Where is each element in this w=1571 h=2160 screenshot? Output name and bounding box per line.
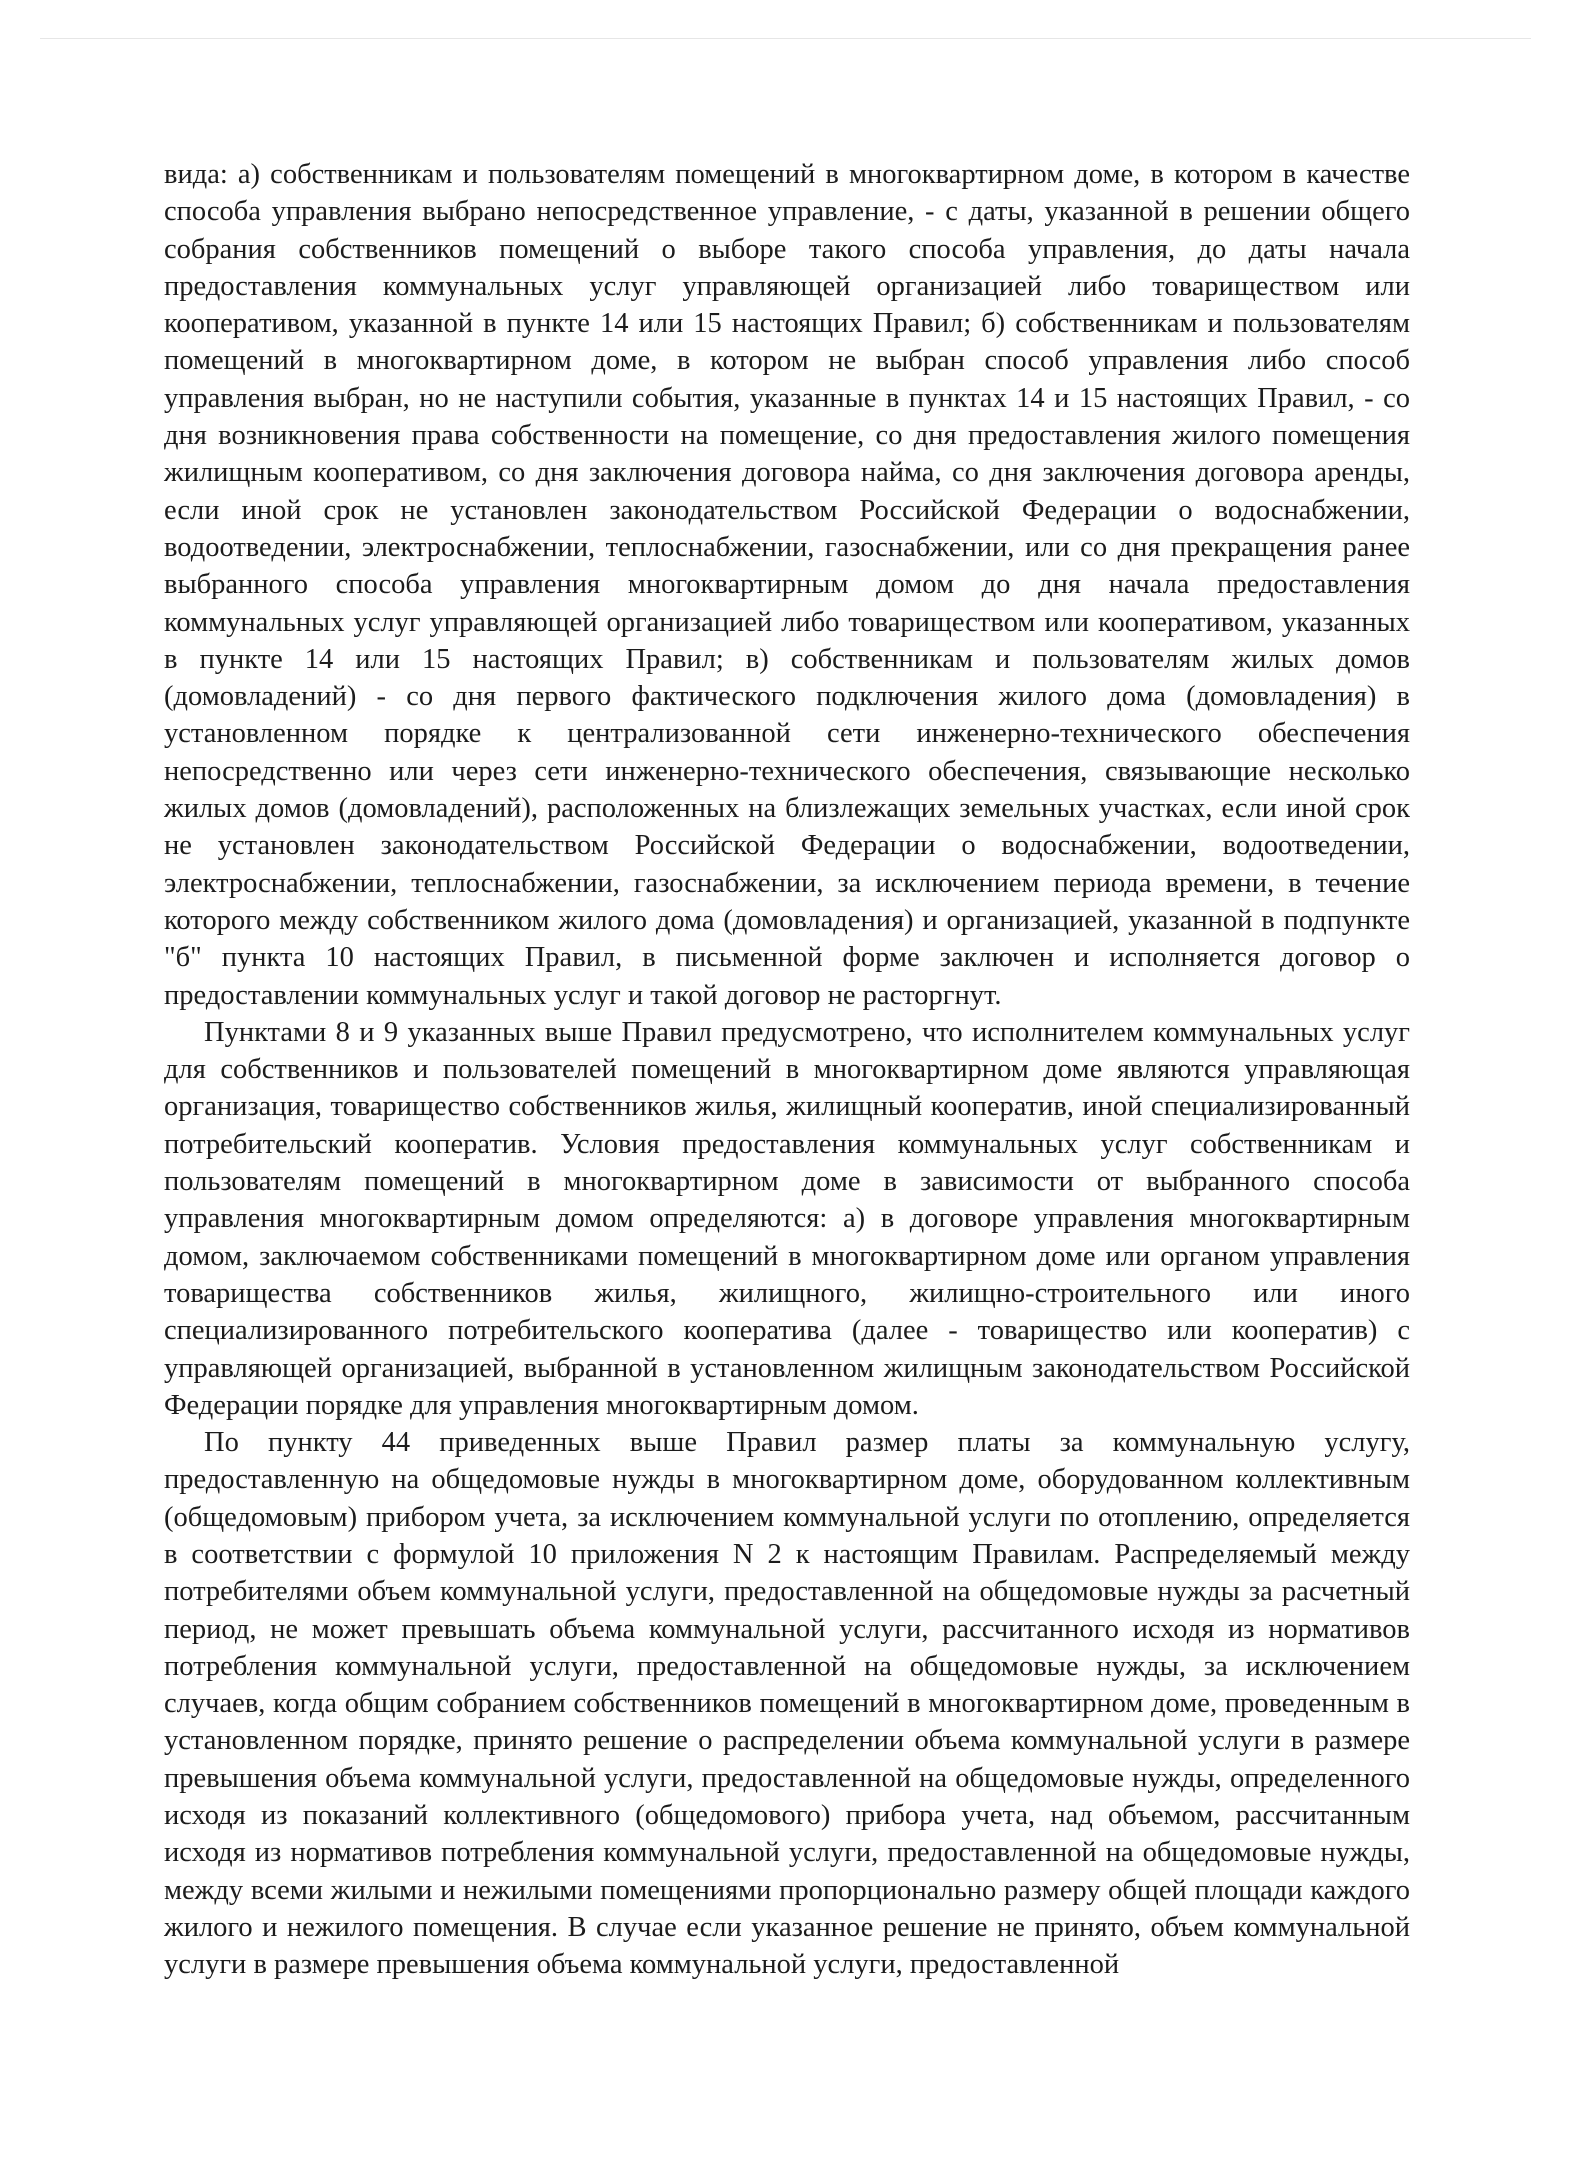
paragraph-continuation: вида: а) собственникам и пользователям помещений в многоквартирном доме, в котором в качестве способа управления выбрано непосредственное управление, - с даты, указанной в решении общего собрания собственников помещений о выборе такого способа управления, до даты начала предоставления коммунальных услуг управляющей организацией либо товариществом или кооперативом, указанной в пункте 14 или 15 настоящих Правил; б) собственникам и пользователям помещений в многоквартирном доме, в котором не выбран способ управления либо способ управления выбран, но не наступили события, указанные в пунктах 14 и 15 настоящих Правил, - со дня возникновения права собственности на помещение, со дня предоставления жилого помещения жилищным кооперативом, со дня заключения договора найма, со дня заключения договора аренды, если иной срок не установлен законодательством Российской Федерации о водоснабжении, водоотведении, электроснабжении, теплоснабжении, газоснабжении, или со дня прекращения ранее выбранного способа управления многоквартирным домом до дня начала предоставления коммунальных услуг управляющей организацией либо товариществом или кооперативом, указанных в пункте 14 или 15 настоящих Правил; в) собственникам и пользователям жилых домов (домовладений) - со дня первого фактического подключения жилого дома (домовладения) в установленном порядке к централизованной сети инженерно-технического обеспечения непосредственно или через сети инженерно-технического обеспечения, связывающие несколько жилых домов (домовладений), расположенных на близлежащих земельных участках, если иной срок не установлен законодательством Российской Федерации о водоснабжении, водоотведении, электроснабжении, теплоснабжении, газоснабжении, за исключением периода времени, в течение которого между собственником жилого дома (домовладения) и организацией, указанной в подпункте "б" пункта 10 настоящих Правил, в письменной форме заключен и исполняется договор о предоставлении коммунальных услуг и такой договор не расторгнут. xyxy=(164,159,1410,1011)
paragraph-points-8-9: Пунктами 8 и 9 указанных выше Правил предусмотрено, что исполнителем коммунальных услуг для собственников и пользователей помещений в многоквартирном доме являются управляющая организация, товарищество собственников жилья, жилищный кооператив, иной специализированный потребительский кооператив. Условия предоставления коммунальных услуг собственникам и пользователям помещений в многоквартирном доме в зависимости от выбранного способа управления многоквартирным домом определяются: а) в договоре управления многоквартирным домом, заключаемом собственниками помещений в многоквартирном доме или органом управления товарищества собственников жилья, жилищного, жилищно-строительного или иного специализированного потребительского кооператива (далее - товарищество или кооператив) с управляющей организацией, выбранной в установленном жилищным законодательством Российской Федерации порядке для управления многоквартирным домом. xyxy=(164,1016,1410,1421)
paragraph-point-44: По пункту 44 приведенных выше Правил размер платы за коммунальную услугу, предоставленную на общедомовые нужды в многоквартирном доме, оборудованном коллективным (общедомовым) прибором учета, за исключением коммунальной услуги по отоплению, определяется в соответствии с формулой 10 приложения N 2 к настоящим Правилам. Распределяемый между потребителями объем коммунальной услуги, предоставленной на общедомовые нужды за расчетный период, не может превышать объема коммунальной услуги, рассчитанного исходя из нормативов потребления коммунальной услуги, предоставленной на общедомовые нужды, за исключением случаев, когда общим собранием собственников помещений в многоквартирном доме, проведенным в установленном порядке, принято решение о распределении объема коммунальной услуги в размере превышения объема коммунальной услуги, предоставленной на общедомовые нужды, определенного исходя из показаний коллективного (общедомового) прибора учета, над объемом, рассчитанным исходя из нормативов потребления коммунальной услуги, предоставленной на общедомовые нужды, между всеми жилыми и нежилыми помещениями пропорционально размеру общей площади каждого жилого и нежилого помещения. В случае если указанное решение не принято, объем коммунальной услуги в размере превышения объема коммунальной услуги, предоставленной xyxy=(164,1427,1410,1981)
scan-edge-line xyxy=(40,38,1531,39)
document-page xyxy=(164,156,1410,1984)
